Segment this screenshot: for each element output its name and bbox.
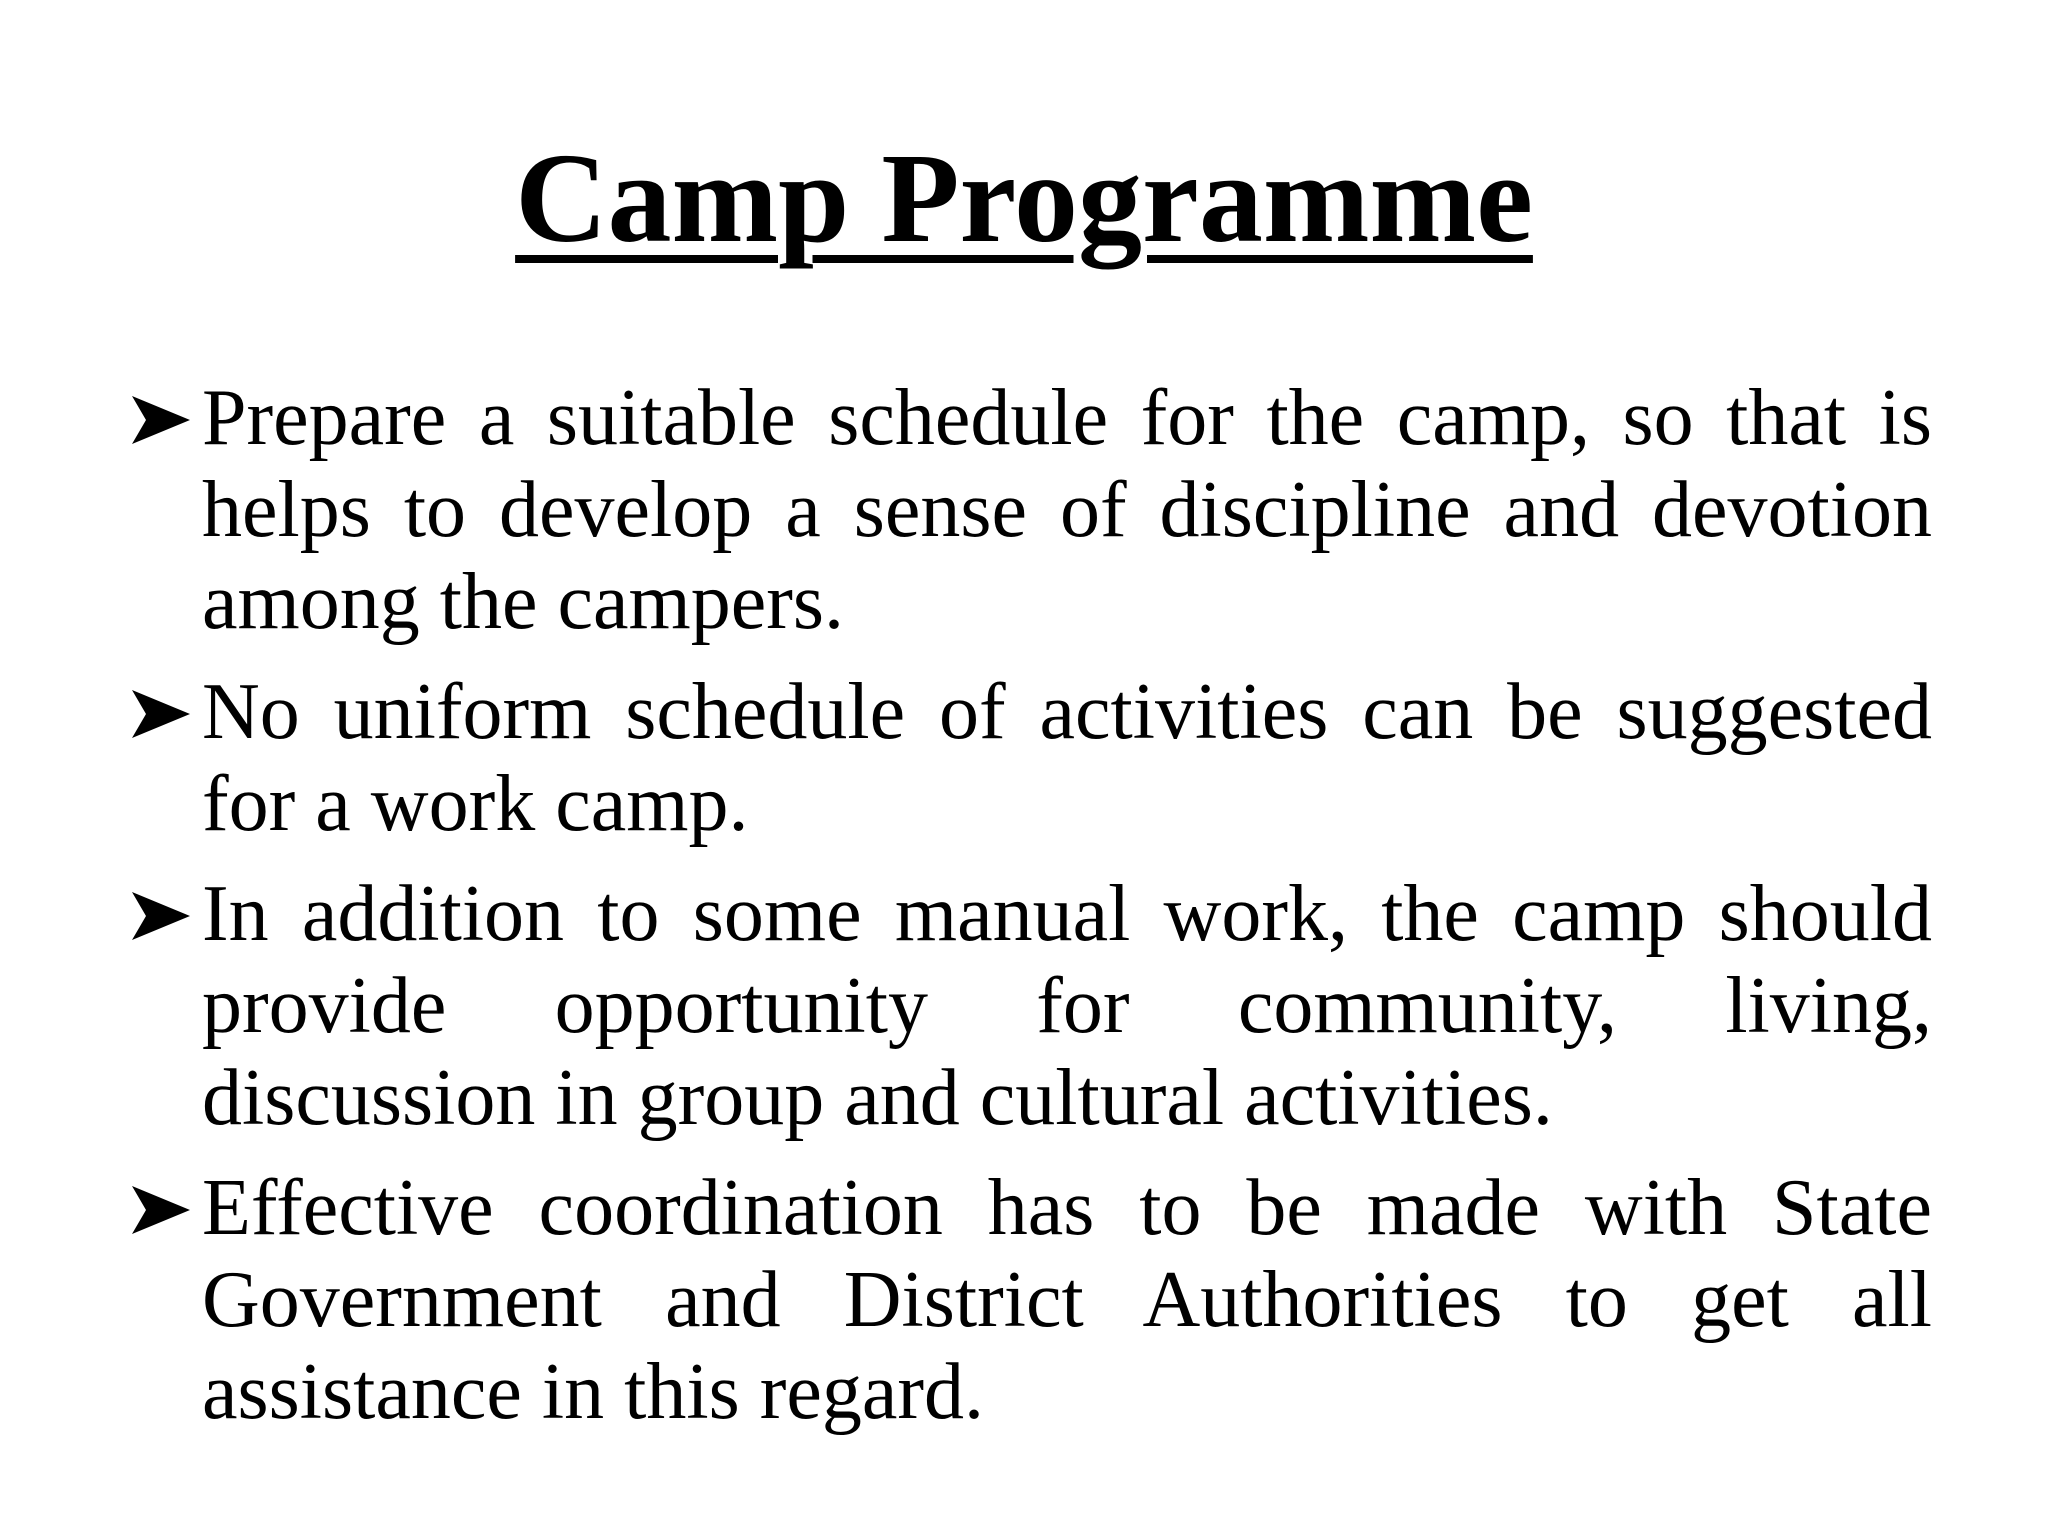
arrowhead-bullet-icon	[132, 690, 190, 738]
bullet-text: Effective coordination has to be made with State Government and District Authorities to get all assistance in this regard.	[202, 1164, 1932, 1436]
bullet-list	[132, 372, 1932, 1456]
arrowhead-bullet-icon	[132, 892, 190, 940]
arrowhead-bullet-icon	[132, 396, 190, 444]
slide-title: Camp Programme	[515, 127, 1533, 269]
arrowhead-bullet-icon	[132, 1186, 190, 1234]
bullet-text: Prepare a suitable schedule for the camp, so that is helps to develop a sense of discipline and devotion among the campers.	[202, 374, 1932, 646]
bullet-text: In addition to some manual work, the camp should provide opportunity for community, living, discussion in group and cultural activities.	[202, 870, 1932, 1142]
bullet-item	[132, 372, 1932, 648]
bullet-item	[132, 868, 1932, 1144]
bullet-item	[132, 1162, 1932, 1438]
bullet-text: No uniform schedule of activities can be suggested for a work camp.	[202, 668, 1932, 848]
bullet-item	[132, 666, 1932, 850]
